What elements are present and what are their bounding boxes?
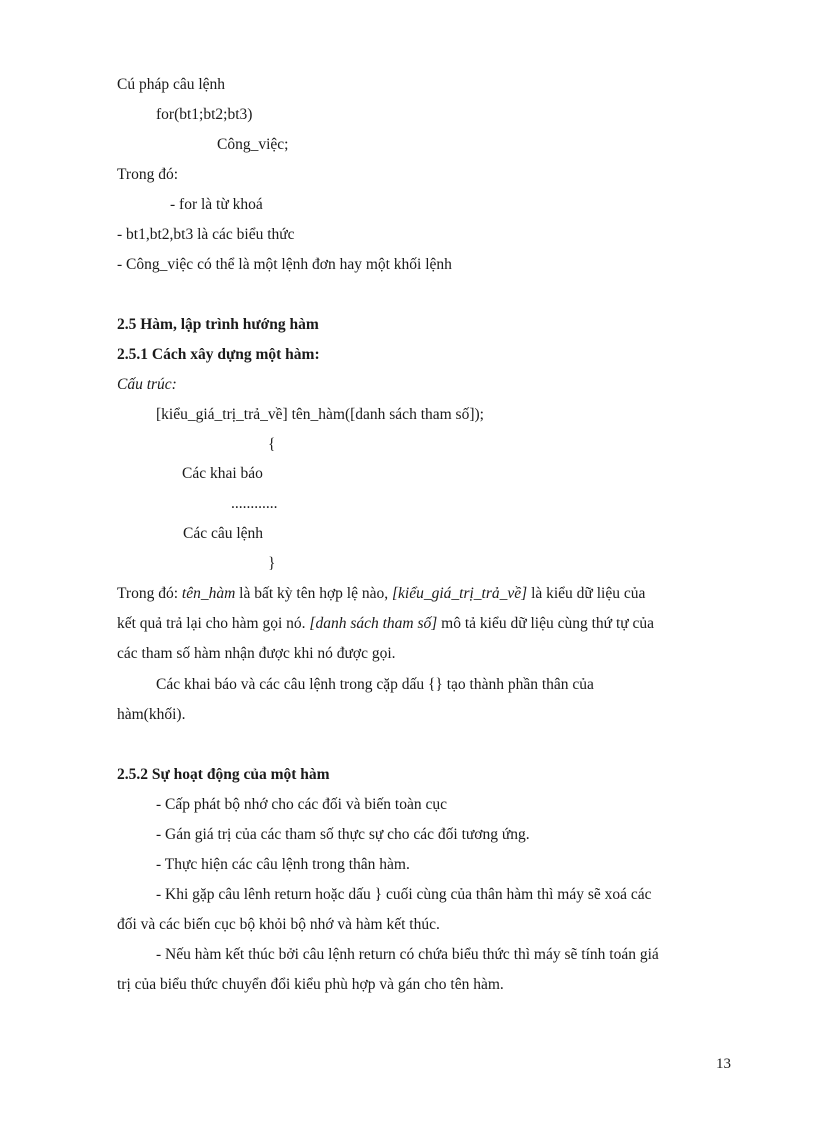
for-syntax-line: for(bt1;bt2;bt3): [156, 106, 253, 123]
section-heading-2-5-2: 2.5.2 Sự hoạt động của một hàm: [117, 766, 330, 783]
dots-line: ............: [231, 495, 278, 512]
declarations-line: Các khai báo: [182, 465, 263, 482]
statements-line: Các câu lệnh: [183, 525, 264, 542]
list-item: - Thực hiện các câu lệnh trong thân hàm.: [156, 856, 410, 873]
close-brace: }: [268, 555, 276, 572]
italic-term: [danh sách tham số]: [309, 615, 438, 632]
explanation-line-4: Các khai báo và các câu lệnh trong cặp dấu {} tạo thành phần thân của: [156, 676, 594, 693]
list-item: - Khi gặp câu lênh return hoặc dấu } cuối cùng của thân hàm thì máy sẽ xoá các: [156, 886, 652, 903]
structure-label: Cấu trúc:: [117, 376, 177, 393]
text-span: Trong đó:: [117, 585, 182, 602]
section-heading-2-5: 2.5 Hàm, lập trình hướng hàm: [117, 316, 319, 333]
list-item: - Gán giá trị của các tham số thực sự cho các đối tương ứng.: [156, 826, 530, 843]
text-span: kết quả trả lại cho hàm gọi nó.: [117, 615, 310, 632]
bullet-item: - for là từ khoá: [170, 196, 263, 213]
explanation-line-5: hàm(khối).: [117, 706, 186, 723]
explanation-line-3: các tham số hàm nhận được khi nó được gọi.: [117, 645, 396, 662]
list-item-continuation: trị của biểu thức chuyển đổi kiểu phù hợp và gán cho tên hàm.: [117, 976, 504, 993]
list-item-continuation: đối và các biến cục bộ khỏi bộ nhớ và hàm kết thúc.: [117, 916, 440, 933]
open-brace: {: [268, 436, 276, 453]
text-span: mô tả kiểu dữ liệu cùng thứ tự của: [437, 615, 655, 632]
bullet-item: - Công_việc có thể là một lệnh đơn hay một khối lệnh: [117, 256, 452, 273]
italic-term: tên_hàm: [181, 585, 236, 602]
list-item: - Nếu hàm kết thúc bởi câu lệnh return có chứa biểu thức thì máy sẽ tính toán giá: [156, 946, 659, 963]
page-number: 13: [716, 1056, 731, 1072]
text-span: là kiểu dữ liệu của: [527, 585, 646, 602]
for-body-line: Công_việc;: [217, 136, 289, 153]
section-heading-2-5-1: 2.5.1 Cách xây dựng một hàm:: [117, 346, 320, 363]
explanation-line-2: [117, 614, 654, 634]
bullet-item: - bt1,bt2,bt3 là các biểu thức: [117, 226, 295, 243]
where-label: Trong đó:: [117, 166, 179, 183]
explanation-line-1: [117, 584, 645, 604]
text-span: là bất kỳ tên hợp lệ nào,: [235, 585, 392, 602]
function-signature: [kiểu_giá_trị_trả_về] tên_hàm([danh sách tham số]);: [156, 406, 484, 423]
italic-term: [kiểu_giá_trị_trả_về]: [392, 585, 528, 602]
syntax-heading: Cú pháp câu lệnh: [117, 76, 226, 93]
list-item: - Cấp phát bộ nhớ cho các đối và biến toàn cục: [156, 796, 447, 813]
